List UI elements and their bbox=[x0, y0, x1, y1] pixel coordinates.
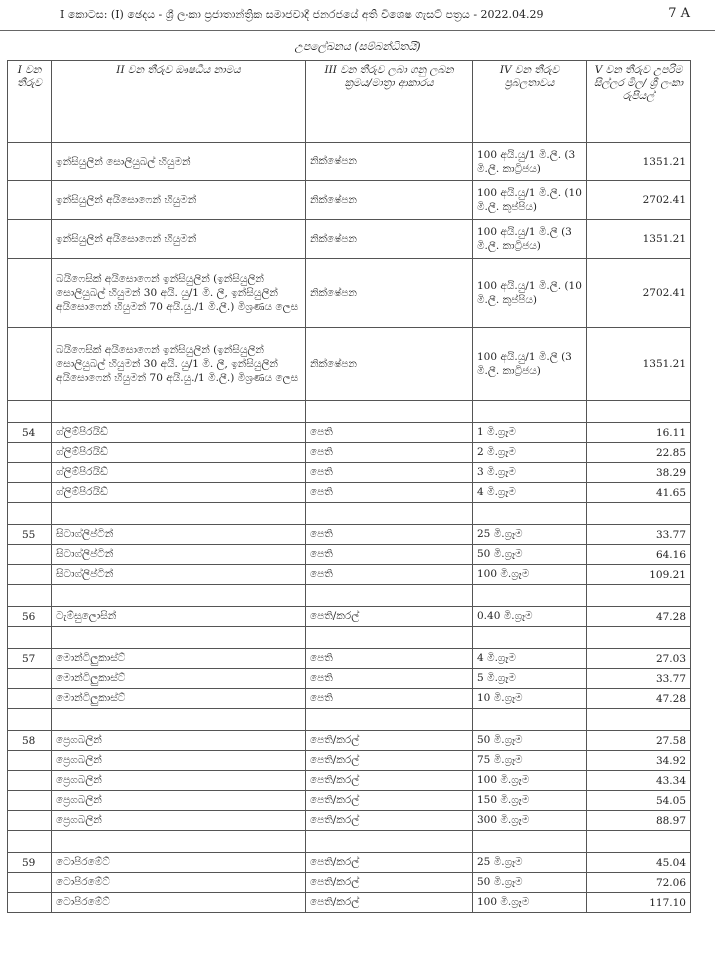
table-row bbox=[8, 873, 691, 893]
strength: 100 අයි.යු/1 මි.ලී. (3 මි.ලී. කාට්‍රිජය) bbox=[473, 143, 587, 181]
table-row bbox=[8, 259, 691, 328]
drug-name: ඉන්සියුලින් අයිසොෆෙන් හියුමන් bbox=[52, 220, 306, 259]
drug-name bbox=[52, 585, 306, 607]
table-row bbox=[8, 328, 691, 401]
max-retail-price: 1351.21 bbox=[587, 220, 691, 259]
item-number bbox=[8, 669, 52, 689]
drug-name: ග්ලිම්පිරයිඩ් bbox=[52, 483, 306, 503]
spacer-row bbox=[8, 503, 691, 525]
table-header-row bbox=[8, 61, 691, 143]
dosage-form: පෙති bbox=[306, 669, 473, 689]
table-row bbox=[8, 443, 691, 463]
strength: 1 මි.ග්‍රෑම bbox=[473, 423, 587, 443]
strength: 50 මි.ග්‍රෑම bbox=[473, 873, 587, 893]
dosage-form bbox=[306, 401, 473, 423]
max-retail-price: 38.29 bbox=[587, 463, 691, 483]
drug-name bbox=[52, 401, 306, 423]
table-row bbox=[8, 463, 691, 483]
max-retail-price: 41.65 bbox=[587, 483, 691, 503]
item-number bbox=[8, 893, 52, 913]
drug-name: ටොපිරමේට් bbox=[52, 893, 306, 913]
item-number: 57 bbox=[8, 649, 52, 669]
column-header-4: IV වන තීරුව ප්‍රබලතාවය bbox=[473, 61, 587, 143]
table-row bbox=[8, 853, 691, 873]
max-retail-price bbox=[587, 627, 691, 649]
strength bbox=[473, 831, 587, 853]
max-retail-price: 33.77 bbox=[587, 669, 691, 689]
item-number: 59 bbox=[8, 853, 52, 873]
dosage-form: පෙති bbox=[306, 545, 473, 565]
max-retail-price bbox=[587, 831, 691, 853]
table-row bbox=[8, 220, 691, 259]
max-retail-price: 16.11 bbox=[587, 423, 691, 443]
strength: 100 මි.ග්‍රෑම bbox=[473, 771, 587, 791]
strength: 100 මි.ග්‍රෑම bbox=[473, 565, 587, 585]
dosage-form: පෙති/කරල් bbox=[306, 771, 473, 791]
spacer-row bbox=[8, 401, 691, 423]
table-body bbox=[8, 143, 691, 913]
strength bbox=[473, 709, 587, 731]
price-table bbox=[7, 60, 691, 913]
max-retail-price: 27.58 bbox=[587, 731, 691, 751]
max-retail-price: 34.92 bbox=[587, 751, 691, 771]
item-number bbox=[8, 220, 52, 259]
max-retail-price: 88.97 bbox=[587, 811, 691, 831]
dosage-form: පෙති/කරල් bbox=[306, 607, 473, 627]
dosage-form: පෙති/කරල් bbox=[306, 751, 473, 771]
strength: 25 මි.ග්‍රෑම bbox=[473, 853, 587, 873]
item-number: 55 bbox=[8, 525, 52, 545]
drug-name: ප්‍රෙගබලින් bbox=[52, 811, 306, 831]
dosage-form: නික්ෂේපන bbox=[306, 181, 473, 220]
column-header-5: V වන තීරුව උපරිම සිල්ලර මිල/ ශ්‍රී ලංකා රුපියල් bbox=[587, 61, 691, 143]
item-number bbox=[8, 751, 52, 771]
drug-name: ප්‍රෙගබලින් bbox=[52, 751, 306, 771]
max-retail-price: 22.85 bbox=[587, 443, 691, 463]
max-retail-price: 64.16 bbox=[587, 545, 691, 565]
dosage-form: පෙති bbox=[306, 525, 473, 545]
strength: 5 මි.ග්‍රෑම bbox=[473, 669, 587, 689]
table-row bbox=[8, 771, 691, 791]
max-retail-price: 1351.21 bbox=[587, 143, 691, 181]
table-row bbox=[8, 731, 691, 751]
strength: 4 මි.ග්‍රෑම bbox=[473, 649, 587, 669]
table-row bbox=[8, 751, 691, 771]
column-header-2: II වන තීරුව ඖෂධීය නාමය bbox=[52, 61, 306, 143]
dosage-form: නික්ෂේපන bbox=[306, 220, 473, 259]
item-number bbox=[8, 585, 52, 607]
drug-name: ග්ලිම්පිරයිඩ් bbox=[52, 443, 306, 463]
dosage-form bbox=[306, 503, 473, 525]
drug-name: ටැම්සුලොසින් bbox=[52, 607, 306, 627]
max-retail-price: 47.28 bbox=[587, 689, 691, 709]
drug-name: මොන්ටිලුකාස්ට් bbox=[52, 689, 306, 709]
header-title: I කොටස: (I) ඡෙදය - ශ්‍රී ලංකා ප්‍රජාතාන්ත්‍රික සමාජවාදී ජනරජයේ අති විශෙෂ ගැසට් පත්‍රය - 2022.04.29 bbox=[60, 8, 544, 21]
spacer-row bbox=[8, 831, 691, 853]
table-row bbox=[8, 649, 691, 669]
drug-name: ග්ලිම්පිරයිඩ් bbox=[52, 463, 306, 483]
drug-name: ප්‍රෙගබලින් bbox=[52, 731, 306, 751]
strength: 10 මි.ග්‍රෑම bbox=[473, 689, 587, 709]
strength: 4 මි.ග්‍රෑම bbox=[473, 483, 587, 503]
item-number bbox=[8, 401, 52, 423]
table-row bbox=[8, 483, 691, 503]
drug-name: ප්‍රෙගබලින් bbox=[52, 771, 306, 791]
item-number: 54 bbox=[8, 423, 52, 443]
item-number bbox=[8, 328, 52, 401]
strength: 25 මි.ග්‍රෑම bbox=[473, 525, 587, 545]
dosage-form bbox=[306, 585, 473, 607]
table-row bbox=[8, 545, 691, 565]
table-row bbox=[8, 181, 691, 220]
drug-name: ඉන්සියුලින් අයිසොෆෙන් හියුමන් bbox=[52, 181, 306, 220]
max-retail-price: 2702.41 bbox=[587, 259, 691, 328]
dosage-form: පෙති/කරල් bbox=[306, 853, 473, 873]
table-row bbox=[8, 791, 691, 811]
table-row bbox=[8, 565, 691, 585]
max-retail-price: 33.77 bbox=[587, 525, 691, 545]
page-number: 7 A bbox=[668, 6, 690, 21]
table-row bbox=[8, 607, 691, 627]
strength: 3 මි.ග්‍රෑම bbox=[473, 463, 587, 483]
dosage-form: නික්ෂේපන bbox=[306, 143, 473, 181]
dosage-form bbox=[306, 627, 473, 649]
drug-name bbox=[52, 627, 306, 649]
max-retail-price: 47.28 bbox=[587, 607, 691, 627]
strength: 100 අයි.යු/1 මි.ලී. (10 මි.ලී. කුප්පිය) bbox=[473, 259, 587, 328]
drug-name: බයිෆෙසික් අයිසොෆෙන් ඉන්සියුලින් (ඉන්සියුලින් සොලියුබල් හියුමන් 30 අයි. යු/1 මි. ලී, ඉන්සියුලින් අයිසොෆෙන් හියුමන් 70 අයි.යු./1 මි.ලී.) මිශ්‍රණය ලෙස bbox=[52, 259, 306, 328]
dosage-form: පෙති/කරල් bbox=[306, 893, 473, 913]
header-rule bbox=[0, 30, 715, 31]
item-number bbox=[8, 811, 52, 831]
item-number bbox=[8, 627, 52, 649]
max-retail-price bbox=[587, 503, 691, 525]
drug-name: මොන්ටිලුකාස්ට් bbox=[52, 649, 306, 669]
dosage-form: පෙති bbox=[306, 423, 473, 443]
item-number bbox=[8, 565, 52, 585]
spacer-row bbox=[8, 709, 691, 731]
item-number bbox=[8, 771, 52, 791]
strength: 100 අයි.යු/1 මි.ලී. (10 මි.ලී. කුප්පිය) bbox=[473, 181, 587, 220]
item-number bbox=[8, 709, 52, 731]
strength: 150 මි.ග්‍රෑම bbox=[473, 791, 587, 811]
item-number bbox=[8, 463, 52, 483]
drug-name: ටොපිරමේට් bbox=[52, 873, 306, 893]
item-number bbox=[8, 873, 52, 893]
drug-name bbox=[52, 709, 306, 731]
spacer-row bbox=[8, 585, 691, 607]
table-row bbox=[8, 423, 691, 443]
strength: 100 මි.ග්‍රෑම bbox=[473, 893, 587, 913]
dosage-form: පෙති/කරල් bbox=[306, 731, 473, 751]
dosage-form: පෙති bbox=[306, 443, 473, 463]
strength: 75 මි.ග්‍රෑම bbox=[473, 751, 587, 771]
drug-name: මොන්ටිලුකාස්ට් bbox=[52, 669, 306, 689]
drug-name: ප්‍රෙගබලින් bbox=[52, 791, 306, 811]
drug-name bbox=[52, 503, 306, 525]
strength: 2 මි.ග්‍රෑම bbox=[473, 443, 587, 463]
dosage-form: පෙති/කරල් bbox=[306, 873, 473, 893]
drug-name: සිටාග්ලිප්ටින් bbox=[52, 545, 306, 565]
table-row bbox=[8, 525, 691, 545]
drug-name: ග්ලිම්පිරයිඩ් bbox=[52, 423, 306, 443]
dosage-form: පෙති/කරල් bbox=[306, 811, 473, 831]
strength: 50 මි.ග්‍රෑම bbox=[473, 731, 587, 751]
dosage-form: පෙති bbox=[306, 649, 473, 669]
item-number bbox=[8, 143, 52, 181]
item-number bbox=[8, 259, 52, 328]
max-retail-price bbox=[587, 709, 691, 731]
page-header bbox=[60, 6, 690, 28]
dosage-form: පෙති bbox=[306, 689, 473, 709]
strength bbox=[473, 585, 587, 607]
drug-name: සිටාග්ලිප්ටින් bbox=[52, 525, 306, 545]
column-header-3: III වන තීරුව ලබා ගනු ලබන ක්‍රමය/මාත්‍රා ආකාරය bbox=[306, 61, 473, 143]
dosage-form: නික්ෂේපන bbox=[306, 328, 473, 401]
strength: 100 අයි.යු/1 මි.ලී (3 මි.ලී. කාට්‍රිජය) bbox=[473, 220, 587, 259]
table-row bbox=[8, 143, 691, 181]
max-retail-price: 117.10 bbox=[587, 893, 691, 913]
drug-name: ටොපිරමේට් bbox=[52, 853, 306, 873]
max-retail-price bbox=[587, 585, 691, 607]
strength: 50 මි.ග්‍රෑම bbox=[473, 545, 587, 565]
dosage-form: පෙති bbox=[306, 463, 473, 483]
drug-name: බයිෆෙසික් අයිසොෆෙන් ඉන්සියුලින් (ඉන්සියුලින් සොලියුබල් හියුමන් 30 අයි. යු/1 මි. ලී, ඉන්සියුලින් අයිසොෆෙන් හියුමන් 70 අයි.යු./1 මි.ලී.) මිශ්‍රණය ලෙස bbox=[52, 328, 306, 401]
item-number bbox=[8, 831, 52, 853]
max-retail-price: 1351.21 bbox=[587, 328, 691, 401]
dosage-form: නික්ෂේපන bbox=[306, 259, 473, 328]
max-retail-price: 109.21 bbox=[587, 565, 691, 585]
item-number: 58 bbox=[8, 731, 52, 751]
strength bbox=[473, 401, 587, 423]
item-number bbox=[8, 443, 52, 463]
table-row bbox=[8, 669, 691, 689]
strength: 0.40 මි.ග්‍රෑම bbox=[473, 607, 587, 627]
drug-name bbox=[52, 831, 306, 853]
max-retail-price bbox=[587, 401, 691, 423]
dosage-form bbox=[306, 831, 473, 853]
max-retail-price: 43.34 bbox=[587, 771, 691, 791]
item-number bbox=[8, 503, 52, 525]
strength bbox=[473, 503, 587, 525]
item-number bbox=[8, 791, 52, 811]
max-retail-price: 27.03 bbox=[587, 649, 691, 669]
dosage-form: පෙති bbox=[306, 483, 473, 503]
strength bbox=[473, 627, 587, 649]
drug-name: ඉන්සියුලින් සොලියුබල් හියුමන් bbox=[52, 143, 306, 181]
dosage-form: පෙති bbox=[306, 565, 473, 585]
max-retail-price: 72.06 bbox=[587, 873, 691, 893]
max-retail-price: 2702.41 bbox=[587, 181, 691, 220]
table-row bbox=[8, 893, 691, 913]
column-header-1: I වන තීරුව bbox=[8, 61, 52, 143]
schedule-subtitle: උපලේඛනය (සම්බන්ධිතයි) bbox=[294, 40, 421, 53]
dosage-form: පෙති/කරල් bbox=[306, 791, 473, 811]
strength: 300 මි.ග්‍රෑම bbox=[473, 811, 587, 831]
drug-name: සිටාග්ලිප්ටින් bbox=[52, 565, 306, 585]
dosage-form bbox=[306, 709, 473, 731]
spacer-row bbox=[8, 627, 691, 649]
max-retail-price: 45.04 bbox=[587, 853, 691, 873]
item-number: 56 bbox=[8, 607, 52, 627]
item-number bbox=[8, 689, 52, 709]
item-number bbox=[8, 483, 52, 503]
item-number bbox=[8, 545, 52, 565]
table-row bbox=[8, 689, 691, 709]
strength: 100 අයි.යු/1 මි.ලී (3 මි.ලී. කාට්‍රිජය) bbox=[473, 328, 587, 401]
max-retail-price: 54.05 bbox=[587, 791, 691, 811]
item-number bbox=[8, 181, 52, 220]
table-row bbox=[8, 811, 691, 831]
